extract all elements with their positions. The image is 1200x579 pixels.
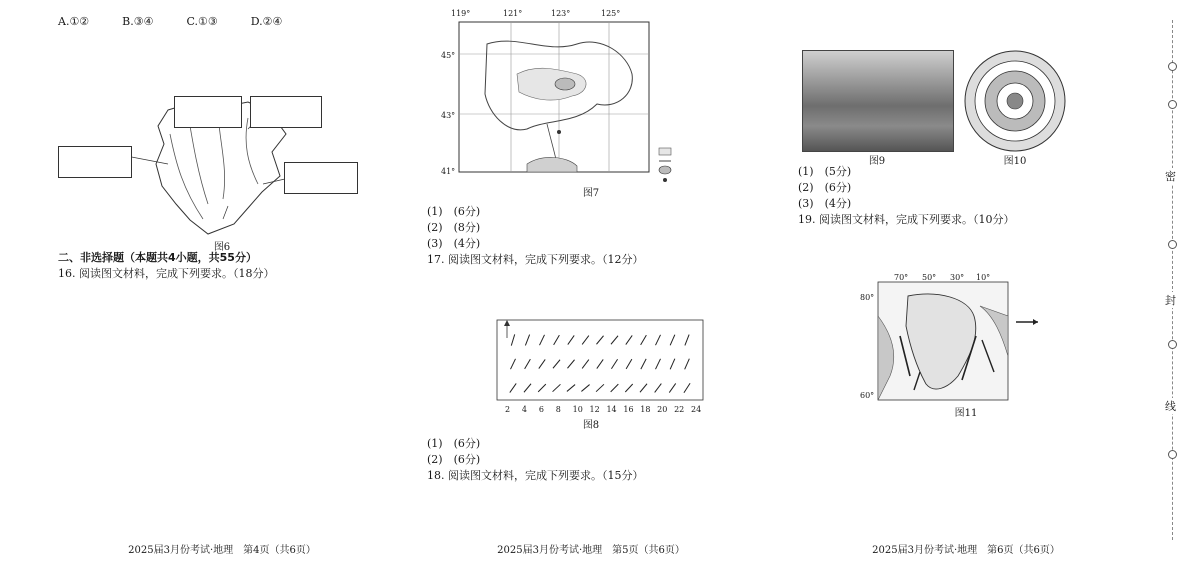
figure-10-caption: 图10 — [1003, 156, 1027, 167]
wind-arrow — [656, 359, 661, 369]
fig7-lon-1: 119° — [451, 9, 471, 18]
figure-11-caption: 图11 — [954, 408, 978, 419]
wind-arrow — [626, 335, 632, 344]
q17-passage — [427, 268, 755, 316]
figure-10-diagram — [960, 46, 1080, 156]
q16-question-1: (1) (6分) — [427, 205, 481, 218]
q18-continued — [798, 14, 1134, 46]
wind-arrow — [625, 384, 632, 392]
passage-14-15 — [58, 30, 386, 94]
fig8-x-tick: 8 — [555, 405, 561, 414]
wind-arrow — [626, 359, 632, 369]
fig7-lon-3: 123° — [551, 9, 571, 18]
wind-arrow — [596, 384, 604, 391]
fig8-x-tick: 18 — [640, 405, 651, 414]
figure-7-map — [427, 14, 755, 184]
wind-arrow — [540, 335, 545, 345]
wind-arrow — [568, 335, 574, 344]
section-2-heading: 二、非选择题（本题共4小题，共55分） — [58, 251, 257, 264]
binding-label-1: 密 — [1165, 170, 1176, 183]
wind-arrow — [684, 383, 690, 392]
q17-question-1: (1) (6分) — [427, 437, 481, 450]
wind-arrow — [611, 336, 618, 344]
figure-8 — [427, 316, 755, 416]
wind-arrow — [581, 385, 589, 392]
fig8-x-tick: 4 — [521, 405, 527, 414]
fig7-lon-2: 121° — [503, 9, 523, 18]
fig7-lat-1: 45° — [441, 51, 456, 60]
fig8-wind-arrows — [510, 334, 690, 392]
fig8-x-tick: 22 — [674, 405, 685, 414]
fig6-box-3 — [58, 146, 132, 178]
figures-9-10 — [798, 46, 1134, 167]
q18-question-1: (1) (5分) — [798, 165, 852, 178]
fig11-lon-4: 10° — [976, 273, 991, 282]
page5-footer: 2025届3月份考试·地理 第5页（共6页） — [497, 545, 685, 556]
page5-column — [427, 9, 755, 484]
q18-stem: 18. 阅读图文材料，完成下列要求。（15分） — [427, 469, 644, 482]
q16-question-2: (2) (8分) — [427, 221, 481, 234]
fig8-x-tick: 10 — [572, 405, 583, 414]
q18-question-2: (2) (6分) — [798, 181, 852, 194]
page6-column — [798, 14, 1134, 424]
wind-arrow — [539, 359, 545, 368]
figure-9-caption: 图9 — [868, 156, 886, 167]
fig8-x-tick: 12 — [589, 405, 600, 414]
figure-8-caption: 图8 — [582, 420, 600, 431]
wind-arrow — [582, 336, 589, 345]
figure-6 — [58, 94, 386, 253]
figure-6-caption: 图6 — [213, 242, 231, 253]
fig8-x-tick: 20 — [657, 405, 668, 414]
wind-arrow — [567, 385, 575, 392]
wind-arrow — [582, 360, 589, 369]
binding-label-2: 封 — [1165, 294, 1176, 307]
fig11-lon-3: 30° — [950, 273, 965, 282]
q19-stem: 19. 阅读图文材料，完成下列要求。（10分） — [798, 213, 1015, 226]
wind-arrow — [641, 359, 646, 369]
q17-question-2: (2) (6分) — [427, 453, 481, 466]
figure-7-caption: 图7 — [582, 188, 600, 199]
page4-footer: 2025届3月份考试·地理 第4页（共6页） — [128, 545, 316, 556]
q18-question-3: (3) (4分) — [798, 197, 852, 210]
fig11-lat-2: 60° — [860, 391, 875, 400]
page6-footer: 2025届3月份考试·地理 第6页（共6页） — [872, 545, 1060, 556]
fig8-x-ticks — [497, 402, 703, 414]
fig7-lat-2: 43° — [441, 111, 456, 120]
wind-arrow — [511, 359, 516, 369]
binding-hole — [1168, 100, 1177, 109]
wind-arrow — [524, 384, 531, 392]
fig6-box-1 — [174, 96, 242, 128]
wind-arrow — [656, 335, 661, 345]
binding-hole — [1168, 240, 1177, 249]
q17-stem: 17. 阅读图文材料，完成下列要求。（12分） — [427, 253, 644, 266]
fig11-lon-2: 50° — [922, 273, 937, 282]
wind-arrow — [685, 359, 690, 370]
wind-arrow — [554, 335, 560, 345]
wind-arrow — [538, 384, 546, 392]
figure-8-wind-chart — [427, 316, 755, 416]
wind-arrow — [670, 359, 675, 370]
fig11-lat-1: 80° — [860, 293, 875, 302]
fig6-box-4 — [284, 162, 358, 194]
wind-arrow — [611, 359, 617, 368]
wind-arrow — [596, 336, 603, 344]
fig8-x-tick: 24 — [691, 405, 702, 414]
fig8-x-tick: 16 — [623, 405, 634, 414]
q19-passage — [798, 228, 1134, 276]
wind-arrow — [525, 359, 531, 369]
wind-arrow — [641, 335, 647, 345]
wind-arrow — [669, 383, 675, 392]
fig8-x-tick: 14 — [606, 405, 617, 414]
fig6-box-2 — [250, 96, 322, 128]
wind-arrow — [510, 383, 516, 392]
binding-hole — [1168, 450, 1177, 459]
figure-11-map — [798, 276, 1134, 404]
wind-arrow — [511, 334, 514, 345]
fig11-lon-1: 70° — [894, 273, 909, 282]
wind-arrow — [597, 359, 603, 368]
wind-arrow — [611, 384, 619, 392]
wind-arrow — [685, 335, 689, 346]
q12-options: A.①② B.③④ C.①③ D.②④ — [58, 15, 283, 28]
wind-arrow — [567, 360, 574, 368]
binding-hole — [1168, 62, 1177, 71]
wind-arrow — [655, 384, 662, 393]
wind-arrow — [525, 335, 529, 346]
fig7-lon-4: 125° — [601, 9, 621, 18]
q16-stem: 16. 阅读图文材料，完成下列要求。（18分） — [58, 267, 275, 280]
figure-11 — [798, 273, 1134, 404]
fig8-x-tick: 2 — [505, 405, 511, 414]
binding-label-3: 线 — [1165, 400, 1176, 413]
figure-9-photo — [802, 50, 954, 152]
binding-hole — [1168, 340, 1177, 349]
figure-7 — [427, 9, 755, 184]
binding-line — [1172, 20, 1173, 540]
wind-arrow — [640, 384, 647, 392]
fig7-lat-3: 41° — [441, 167, 456, 176]
wind-arrow — [553, 360, 560, 368]
page4-column — [58, 14, 386, 282]
q16-question-3: (3) (4分) — [427, 237, 481, 250]
wind-arrow — [670, 335, 675, 346]
wind-arrow — [553, 384, 561, 391]
fig8-x-tick: 6 — [538, 405, 544, 414]
